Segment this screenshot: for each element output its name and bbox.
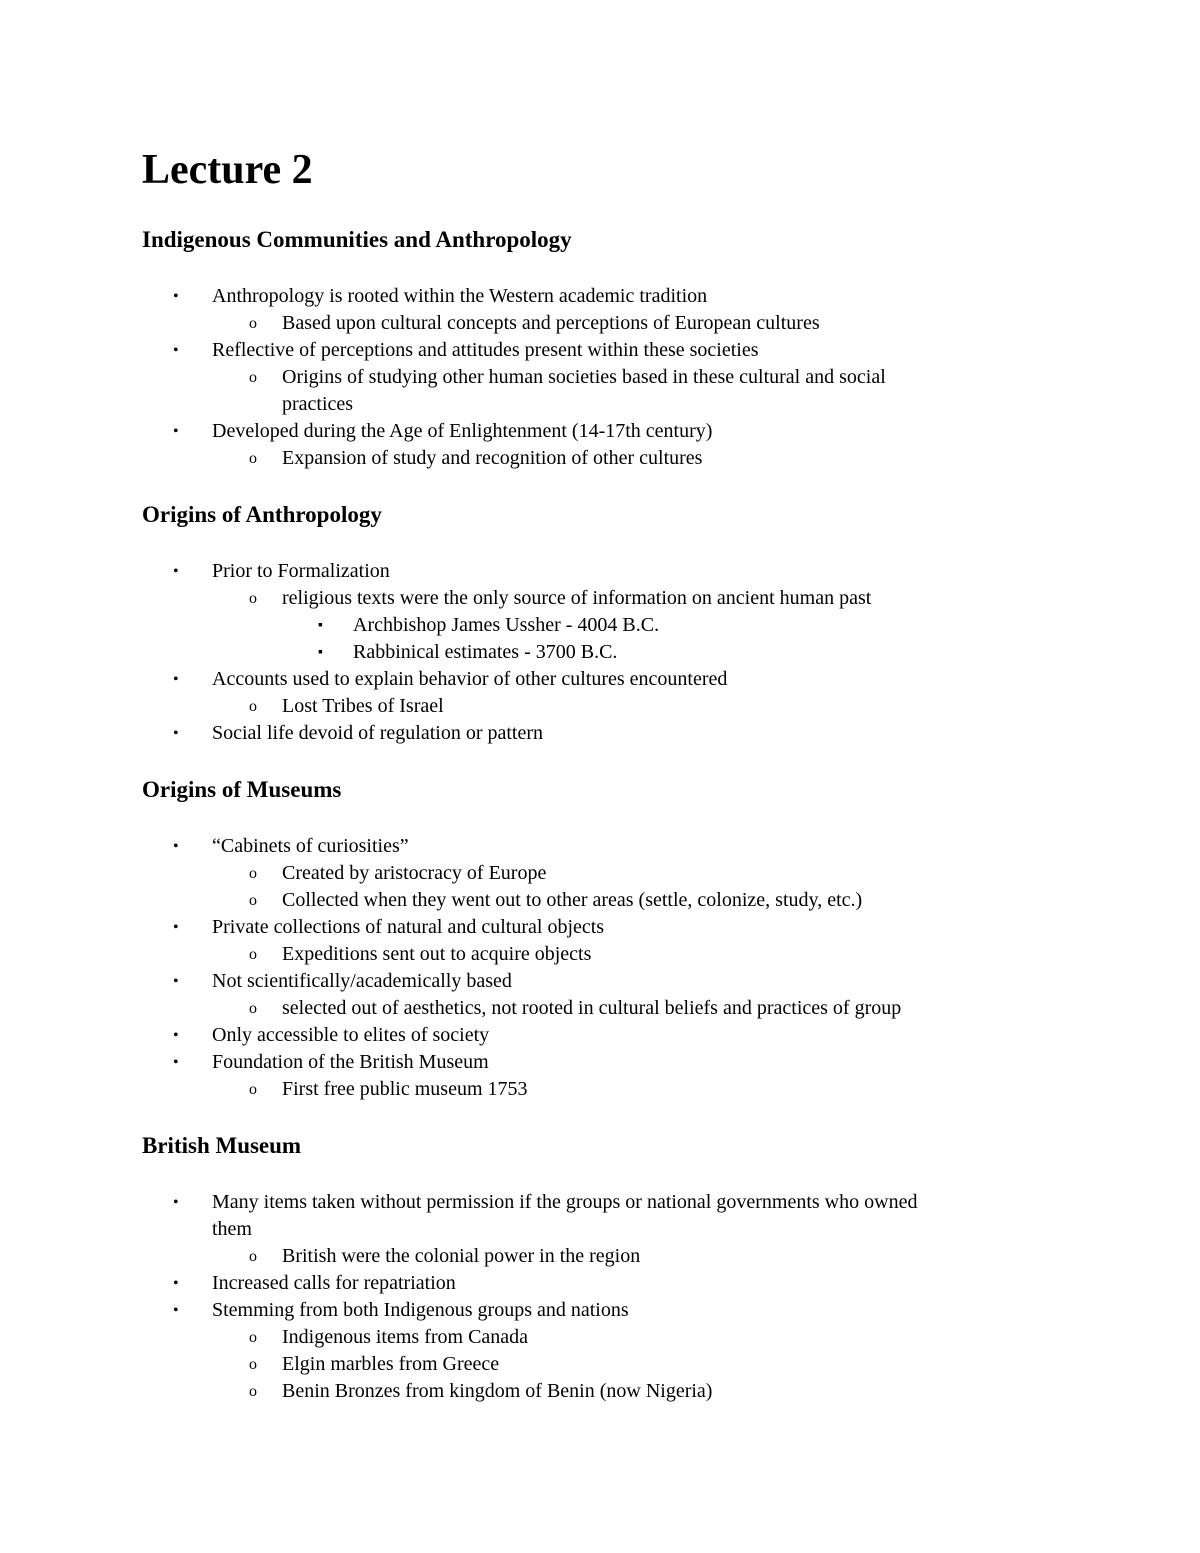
bullet-marker: o	[249, 946, 257, 963]
bullet-list	[0, 833, 1200, 1103]
list-item-text: Lost Tribes of Israel	[282, 695, 444, 717]
list-item-level-1	[0, 720, 1200, 747]
list-item-level-3	[0, 612, 1200, 639]
list-item-text: “Cabinets of curiosities”	[212, 835, 409, 857]
bullet-marker: o	[249, 1081, 257, 1098]
bullet-marker: o	[249, 1383, 257, 1400]
bullet-marker: o	[249, 892, 257, 909]
list-item-text: Not scientifically/academically based	[212, 970, 512, 992]
bullet-marker: •	[173, 671, 179, 688]
bullet-marker: •	[173, 919, 179, 936]
list-item-text: Foundation of the British Museum	[212, 1051, 489, 1073]
list-item-level-1	[0, 914, 1200, 941]
list-item-text: Developed during the Age of Enlightenment (14-17th century)	[212, 420, 713, 442]
list-item-text: them	[212, 1218, 252, 1240]
list-item-level-2	[0, 1324, 1200, 1351]
list-item-level-1	[0, 1270, 1200, 1297]
section-origins-of-museums	[0, 774, 1200, 1103]
list-item-text: Expeditions sent out to acquire objects	[282, 943, 592, 965]
list-item-level-2	[0, 941, 1200, 968]
bullet-marker: o	[249, 1248, 257, 1265]
bullet-marker: •	[173, 563, 179, 580]
section-heading: Origins of Museums	[142, 777, 342, 802]
bullet-marker: •	[173, 1302, 179, 1319]
list-item-text: Elgin marbles from Greece	[282, 1353, 500, 1375]
list-item-text: Private collections of natural and cultural objects	[212, 916, 605, 938]
bullet-marker: o	[249, 698, 257, 715]
list-item-text: British were the colonial power in the region	[282, 1245, 641, 1267]
list-item-level-2	[0, 995, 1200, 1022]
list-item-text: Social life devoid of regulation or pattern	[212, 722, 544, 744]
bullet-marker: •	[173, 1027, 179, 1044]
bullet-marker: o	[249, 865, 257, 882]
list-item-level-1	[0, 1022, 1200, 1049]
list-item-text: First free public museum 1753	[282, 1078, 528, 1100]
list-item-text: Created by aristocracy of Europe	[282, 862, 547, 884]
list-item-level-1	[0, 337, 1200, 364]
page-title: Lecture 2	[142, 147, 313, 193]
list-item-text: Anthropology is rooted within the Western academic tradition	[212, 285, 708, 307]
section-british-museum	[0, 1130, 1200, 1405]
list-item-text: Many items taken without permission if the groups or national governments who owned	[212, 1191, 918, 1213]
bullet-marker: o	[249, 369, 257, 386]
bullet-marker: •	[173, 1275, 179, 1292]
list-item-text: Benin Bronzes from kingdom of Benin (now Nigeria)	[282, 1380, 713, 1402]
list-item-level-2	[0, 1351, 1200, 1378]
list-item-level-2	[0, 1378, 1200, 1405]
list-item-text: practices	[282, 393, 354, 415]
bullet-marker: o	[249, 450, 257, 467]
list-item-level-1	[0, 968, 1200, 995]
bullet-marker: •	[173, 342, 179, 359]
list-item-text: Increased calls for repatriation	[212, 1272, 456, 1294]
section-heading: Origins of Anthropology	[142, 502, 382, 527]
bullet-marker: •	[173, 1194, 179, 1211]
list-item-level-1	[0, 666, 1200, 693]
list-item-level-1	[0, 418, 1200, 445]
list-item-text: Archbishop James Ussher - 4004 B.C.	[353, 614, 660, 636]
list-item-level-2	[0, 1076, 1200, 1103]
bullet-list	[0, 1189, 1200, 1405]
list-item-level-1	[0, 833, 1200, 860]
list-item-text: religious texts were the only source of information on ancient human past	[282, 587, 872, 609]
bullet-marker: •	[173, 725, 179, 742]
list-item-text: selected out of aesthetics, not rooted in cultural beliefs and practices of group	[282, 997, 902, 1019]
section-heading: Indigenous Communities and Anthropology	[142, 227, 572, 252]
section-indigenous-communities	[0, 224, 1200, 472]
list-item-level-3	[0, 639, 1200, 666]
list-item-level-2	[0, 860, 1200, 887]
bullet-marker: ▪	[318, 618, 323, 633]
bullet-marker: o	[249, 315, 257, 332]
list-item-text: Only accessible to elites of society	[212, 1024, 490, 1046]
list-item-text: Indigenous items from Canada	[282, 1326, 529, 1348]
list-item-level-2	[0, 391, 1200, 418]
bullet-marker: •	[173, 1054, 179, 1071]
section-heading: British Museum	[142, 1133, 302, 1158]
bullet-marker: •	[173, 973, 179, 990]
bullet-marker: o	[249, 1356, 257, 1373]
list-item-level-1	[0, 1049, 1200, 1076]
bullet-marker: •	[173, 423, 179, 440]
list-item-level-2	[0, 445, 1200, 472]
list-item-text: Reflective of perceptions and attitudes present within these societies	[212, 339, 759, 361]
list-item-text: Stemming from both Indigenous groups and nations	[212, 1299, 629, 1321]
list-item-text: Based upon cultural concepts and perceptions of European cultures	[282, 312, 820, 334]
bullet-marker: o	[249, 1000, 257, 1017]
bullet-list	[0, 558, 1200, 747]
list-item-text: Prior to Formalization	[212, 560, 390, 582]
section-origins-of-anthropology	[0, 499, 1200, 747]
bullet-marker: •	[173, 288, 179, 305]
bullet-marker: o	[249, 1329, 257, 1346]
list-item-text: Collected when they went out to other areas (settle, colonize, study, etc.)	[282, 889, 863, 911]
list-item-text: Origins of studying other human societies based in these cultural and social	[282, 366, 886, 388]
list-item-level-2	[0, 364, 1200, 391]
list-item-text: Rabbinical estimates - 3700 B.C.	[353, 641, 618, 663]
bullet-marker: o	[249, 590, 257, 607]
bullet-marker: ▪	[318, 645, 323, 660]
list-item-level-2	[0, 887, 1200, 914]
list-item-level-1	[0, 1216, 1200, 1243]
list-item-text: Expansion of study and recognition of other cultures	[282, 447, 703, 469]
list-item-level-2	[0, 310, 1200, 337]
list-item-level-1	[0, 1189, 1200, 1216]
list-item-level-2	[0, 585, 1200, 612]
list-item-text: Accounts used to explain behavior of other cultures encountered	[212, 668, 728, 690]
list-item-level-1	[0, 1297, 1200, 1324]
bullet-marker: •	[173, 838, 179, 855]
list-item-level-2	[0, 693, 1200, 720]
list-item-level-2	[0, 1243, 1200, 1270]
bullet-list	[0, 283, 1200, 472]
list-item-level-1	[0, 283, 1200, 310]
list-item-level-1	[0, 558, 1200, 585]
